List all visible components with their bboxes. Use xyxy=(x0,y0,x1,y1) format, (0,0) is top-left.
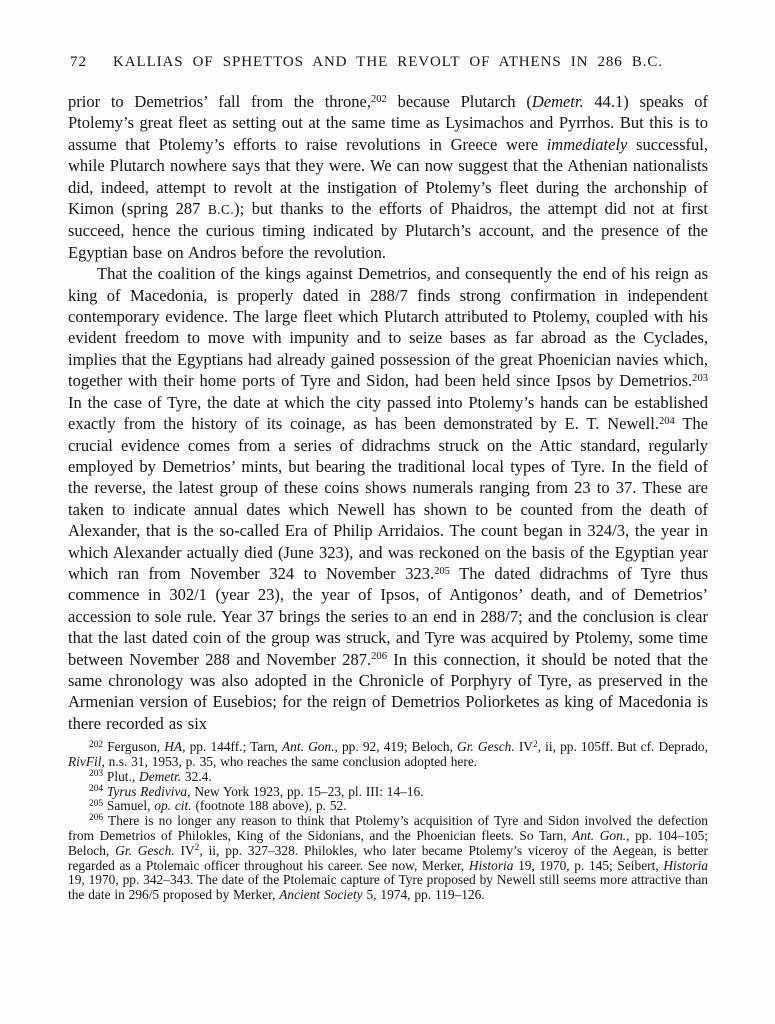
italic-text: Gr. Gesch. xyxy=(115,842,175,858)
text-run: 19, 1970, p. 145; Seibert, xyxy=(513,857,664,873)
text-run: 19, 1970, pp. 342–343. The date of the Ptolemaic capture of Tyre proposed by Newell still seems more attractive than the date in 296/5 proposed by Merker, xyxy=(68,872,708,903)
footnote-ref-206: 206 xyxy=(371,651,387,663)
footnote-202 xyxy=(68,740,708,770)
footnote-ref-204: 204 xyxy=(658,415,675,427)
page-number: 72 xyxy=(70,54,87,70)
text-run: 44.1) speaks of Ptolemy’s great fleet as setting out at the same time as Lysimachos and Pyrrhos. But this is to assume that Ptolemy’s efforts to raise revolutions in Greece were xyxy=(68,92,709,154)
text-run: , ii, pp. 327–328. Philokles, who later became Ptolemy’s viceroy of the Aegean, is better regarded as a Ptolemaic officer throughout his career. See now, Merker, xyxy=(68,842,708,873)
footnote-203 xyxy=(68,770,708,785)
footnote-number: 205 xyxy=(89,798,104,809)
text-run: prior to Demetrios’ fall from the throne, xyxy=(68,92,371,111)
footnote-204 xyxy=(68,785,708,800)
footnote-number: 202 xyxy=(89,739,104,750)
body-text xyxy=(68,91,708,734)
text-run: The crucial evidence comes from a series of didrachms struck on the Attic standard, regularly employed by Demetrios’ mints, but bearing the traditional local types of Tyre. In the field of the reverse, the latest group of these coins shows numerals ranging from 23 to 37. These are taken to indicate annual dates which Newell has shown to be counted from the death of Alexander, that is the so-called Era of Philip Arridaios. The count began in 324/3, the year in which Alexander actually died (June 323), and was reckoned on the basis of the Egyptian year which ran from November 324 to November 323. xyxy=(68,414,708,583)
text-run: 5, 1974, pp. 119–126. xyxy=(362,887,485,903)
italic-text: Gr. Gesch. xyxy=(457,739,515,755)
footnote-ref-203: 203 xyxy=(692,373,708,385)
small-caps-bc: B.C. xyxy=(207,202,235,218)
italic-text: Ancient Society xyxy=(279,887,363,903)
text-run: Plut., xyxy=(103,768,140,784)
text-run: because Plutarch ( xyxy=(386,92,532,111)
page-header xyxy=(68,54,708,71)
italic-text: Ant. Gon. xyxy=(282,739,335,755)
text-run: Samuel, xyxy=(103,798,155,814)
text-run: , New York 1923, pp. 15–23, pl. III: 14–16. xyxy=(187,783,424,799)
italic-text: Demetr. xyxy=(531,92,584,111)
text-run: 32.4. xyxy=(181,768,212,784)
edition-number: 2 xyxy=(532,739,538,750)
footnote-number: 206 xyxy=(89,813,104,824)
text-run: , n.s. 31, 1953, p. 35, who reaches the same conclusion adopted here. xyxy=(101,753,478,769)
text-run: The dated didrachms of Tyre thus commence in 302/1 (year 23), the year of Ipsos, of Antigonos’ death, and of Demetrios’ accession to sole rule. Year 37 brings the series to an end in 288/7; and the conclusion is clear that the last dated coin of the group was struck, and Tyre was acquired by Ptolemy, some time between November 288 and November 287. xyxy=(68,563,708,669)
text-run: successful, while Plutarch nowhere says that they were. We can now suggest that the Athenian nationalists did, indeed, attempt to revolt at the instigation of Ptolemy’s fleet during the archonship of Kimon (spring 287 xyxy=(68,134,708,219)
italic-text: Ant. Gon. xyxy=(572,827,627,843)
text-run: There is no longer any reason to think that Ptolemy’s acquisition of Tyre and Sidon involved the defection from Demetrios of Philokles, King of the Sidonians, and the Phoenician fleets. So Tarn, xyxy=(68,813,708,843)
italic-text: RivFil xyxy=(68,753,102,769)
text-run: , pp. 144ff.; Tarn, xyxy=(182,739,282,755)
italic-text: Tyrus Rediviva xyxy=(106,783,188,799)
footnote-205 xyxy=(68,799,708,814)
text-run: (footnote 188 above), p. 52. xyxy=(191,798,347,814)
text-run: , pp. 104–105; Beloch, xyxy=(68,827,708,858)
text-run: , ii, pp. 105ff. But cf. Deprado, xyxy=(537,739,708,755)
text-run: , pp. 92, 419; Beloch, xyxy=(334,739,458,755)
footnote-number: 204 xyxy=(89,783,104,794)
italic-text: Demetr. xyxy=(139,768,182,784)
italic-text: Historia xyxy=(468,857,514,873)
text-run: ); but thanks to the efforts of Phaidros, the attempt did not at first succeed, hence the curious timing indicated by Plutarch’s account, and the presence of the Egyptian base on Andros before the revolution. xyxy=(68,199,708,262)
edition-number: 2 xyxy=(194,843,200,854)
italic-text: Historia xyxy=(663,857,708,873)
text-run: That the coalition of the kings against Demetrios, and consequently the end of his reign as king of Macedonia, is properly dated in 288/7 finds strong confirmation in independent contemporary evidence. The large fleet which Plutarch attributed to Ptolemy, coupled with his evident freedom to move with impunity and to seize bases as far abroad as the Cyclades, implies that the Egyptians had already gained possession of the great Phoenician navies which, together with their home ports of Tyre and Sidon, had been held since Ipsos by Demetrios. xyxy=(68,264,708,391)
paragraph-1 xyxy=(68,91,708,263)
footnote-206 xyxy=(68,814,708,903)
text-run: Ferguson, xyxy=(103,739,165,755)
text-run: IV xyxy=(514,739,533,755)
footnote-number: 203 xyxy=(89,769,104,780)
footnote-ref-202: 202 xyxy=(371,93,387,105)
italic-text: immediately xyxy=(546,134,628,154)
italic-text: HA xyxy=(164,739,183,755)
text-run: IV xyxy=(174,842,195,858)
paragraph-2 xyxy=(68,263,708,734)
italic-text: op. cit. xyxy=(154,798,192,814)
footnote-ref-205: 205 xyxy=(434,565,450,577)
footnotes-section xyxy=(68,740,708,903)
running-title: KALLIAS OF SPHETTOS AND THE REVOLT OF ATHENS IN 286 B.C. xyxy=(113,54,663,70)
text-run: In this connection, it should be noted that the same chronology was also adopted in the Chronicle of Porphyry of Tyre, as preserved in the Armenian version of Eusebios; for the reign of Demetrios Poliorketes as king of Macedonia is there recorded as six xyxy=(68,649,708,733)
text-run: In the case of Tyre, the date at which the city passed into Ptolemy’s hands can be established exactly from the history of its coinage, as has been demonstrated by E. T. Newell. xyxy=(68,392,708,434)
